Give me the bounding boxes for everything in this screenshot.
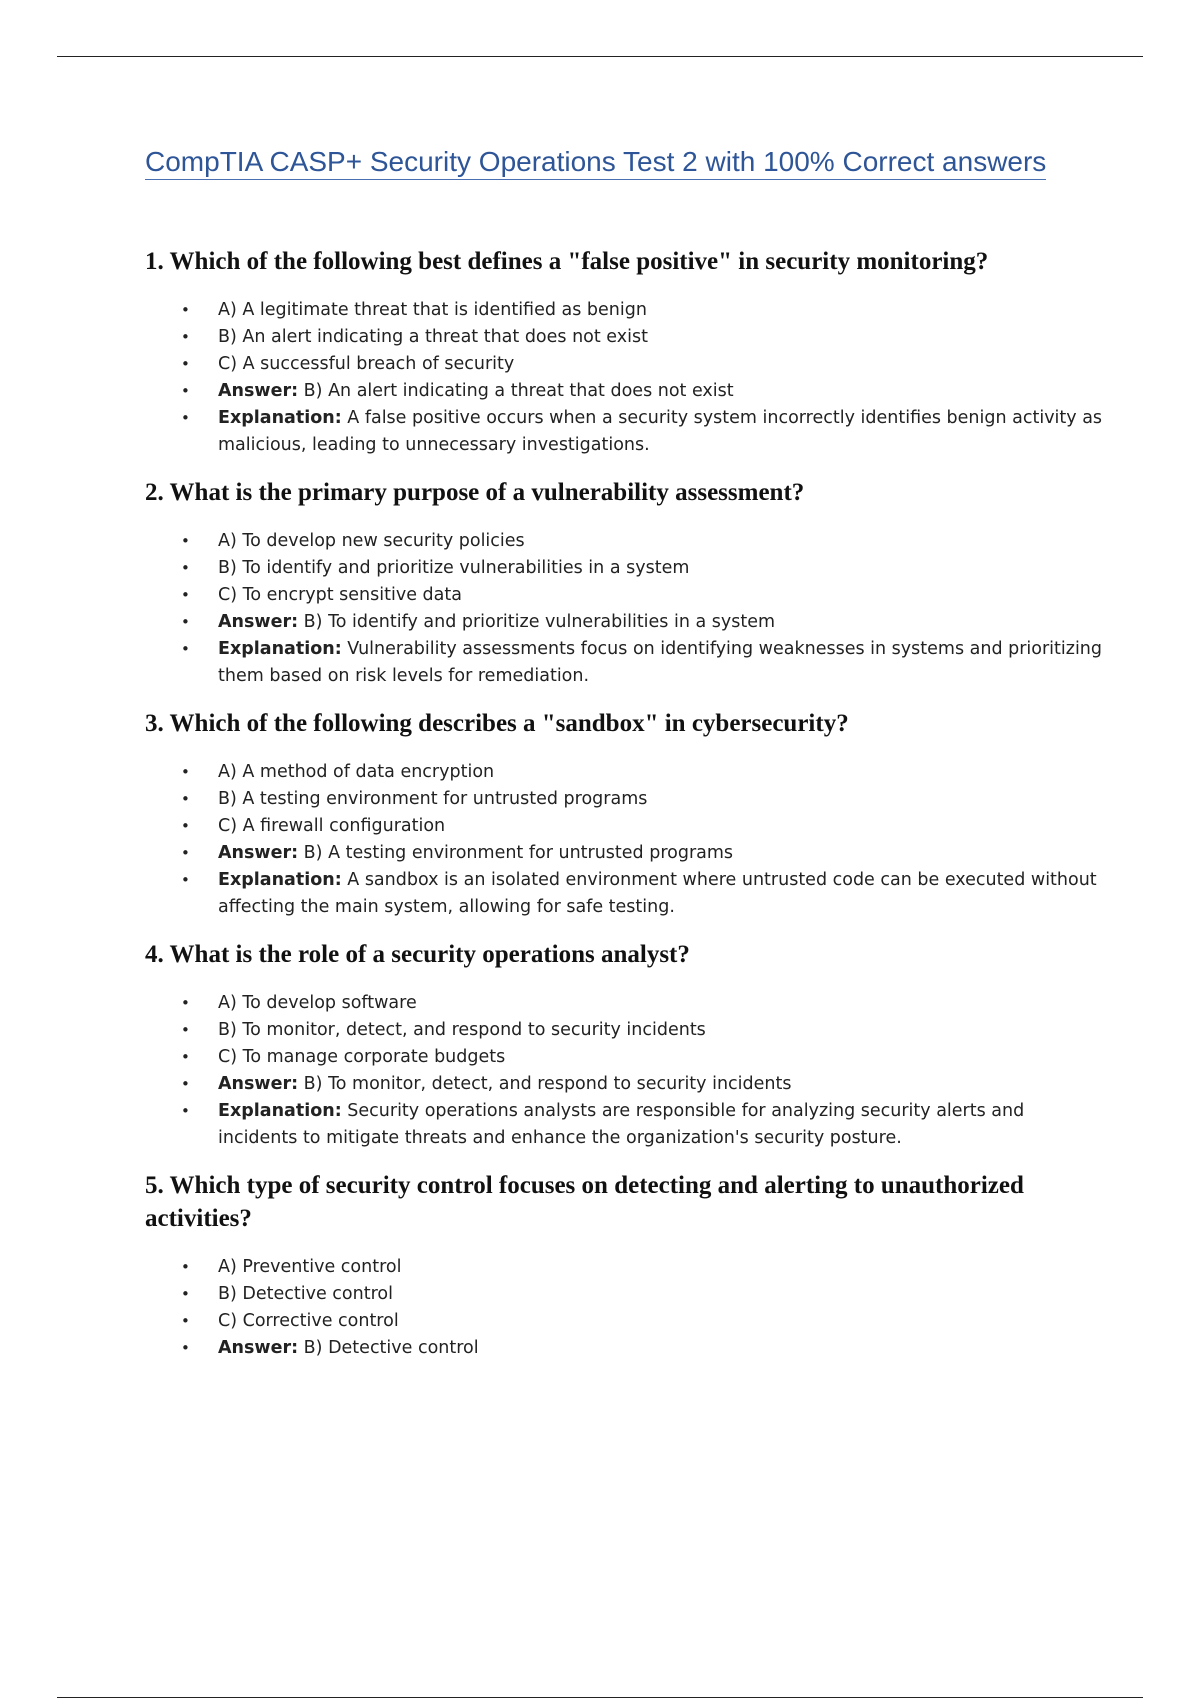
option-list	[145, 990, 1105, 1152]
answer-label: Answer:	[218, 612, 299, 632]
option-c: • C) To encrypt sensitive data	[145, 582, 1105, 609]
bullet-icon: •	[181, 844, 190, 862]
option-a: • A) A method of data encryption	[145, 759, 1105, 786]
question-3	[145, 707, 1105, 921]
bullet-icon: •	[181, 994, 190, 1012]
question-5	[145, 1169, 1105, 1362]
answer-text: B) A testing environment for untrusted programs	[303, 843, 734, 863]
bullet-icon: •	[181, 382, 190, 400]
answer-label: Answer:	[218, 381, 299, 401]
bullet-icon: •	[181, 409, 190, 427]
explanation-text: A false positive occurs when a security system incorrectly identifies benign activity as malicious, leading to unnecessary investigations.	[218, 408, 1103, 455]
bullet-icon: •	[181, 817, 190, 835]
option-b: • B) To identify and prioritize vulnerabilities in a system	[145, 555, 1105, 582]
answer-label: Answer:	[218, 1074, 299, 1094]
explanation-label: Explanation:	[218, 408, 342, 428]
option-a: • A) To develop software	[145, 990, 1105, 1017]
explanation	[145, 1098, 1105, 1152]
question-title: 3. Which of the following describes a "sandbox" in cybersecurity?	[145, 710, 849, 737]
answer	[145, 378, 1105, 405]
option-list	[145, 297, 1105, 459]
answer-text: B) To monitor, detect, and respond to security incidents	[303, 1074, 792, 1094]
explanation	[145, 405, 1105, 459]
option-b: • B) A testing environment for untrusted programs	[145, 786, 1105, 813]
question-2	[145, 476, 1105, 690]
bullet-icon: •	[181, 559, 190, 577]
explanation-text: Security operations analysts are responsible for analyzing security alerts and incidents to mitigate threats and enhance the organization's security posture.	[218, 1101, 1025, 1148]
bullet-icon: •	[181, 328, 190, 346]
option-list	[145, 1254, 1105, 1362]
answer-text: B) To identify and prioritize vulnerabilities in a system	[303, 612, 776, 632]
answer-label: Answer:	[218, 843, 299, 863]
answer-text: B) An alert indicating a threat that does not exist	[303, 381, 734, 401]
answer	[145, 1335, 1105, 1362]
bullet-icon: •	[181, 871, 190, 889]
bullet-icon: •	[181, 763, 190, 781]
option-b: • B) To monitor, detect, and respond to security incidents	[145, 1017, 1105, 1044]
option-a: • A) A legitimate threat that is identified as benign	[145, 297, 1105, 324]
footer-rule	[57, 1697, 1143, 1698]
bullet-icon: •	[181, 1312, 190, 1330]
question-1	[145, 245, 1105, 459]
explanation-text: Vulnerability assessments focus on identifying weaknesses in systems and prioritizing them based on risk levels for remediation.	[218, 639, 1103, 686]
option-b: • B) An alert indicating a threat that does not exist	[145, 324, 1105, 351]
option-list	[145, 759, 1105, 921]
explanation	[145, 636, 1105, 690]
bullet-icon: •	[181, 301, 190, 319]
bullet-icon: •	[181, 355, 190, 373]
question-4	[145, 938, 1105, 1152]
answer	[145, 1071, 1105, 1098]
answer	[145, 609, 1105, 636]
bullet-icon: •	[181, 1339, 190, 1357]
bullet-icon: •	[181, 1102, 190, 1120]
bullet-icon: •	[181, 1258, 190, 1276]
explanation-label: Explanation:	[218, 639, 342, 659]
option-b: • B) Detective control	[145, 1281, 1105, 1308]
question-title: 4. What is the role of a security operations analyst?	[145, 941, 690, 968]
option-a: • A) To develop new security policies	[145, 528, 1105, 555]
explanation-text: A sandbox is an isolated environment where untrusted code can be executed without affecting the main system, allowing for safe testing.	[218, 870, 1097, 917]
option-a: • A) Preventive control	[145, 1254, 1105, 1281]
bullet-icon: •	[181, 613, 190, 631]
explanation-label: Explanation:	[218, 870, 342, 890]
question-list	[145, 245, 1105, 1379]
bullet-icon: •	[181, 1075, 190, 1093]
question-title: 5. Which type of security control focuses on detecting and alerting to unauthorized activities?	[145, 1172, 1024, 1232]
question-title: 1. Which of the following best defines a "false positive" in security monitoring?	[145, 248, 989, 275]
bullet-icon: •	[181, 1021, 190, 1039]
option-c: • C) A firewall configuration	[145, 813, 1105, 840]
bullet-icon: •	[181, 586, 190, 604]
bullet-icon: •	[181, 532, 190, 550]
explanation	[145, 867, 1105, 921]
bullet-icon: •	[181, 790, 190, 808]
answer-text: B) Detective control	[303, 1338, 479, 1358]
document-title: CompTIA CASP+ Security Operations Test 2 with 100% Correct answers	[145, 146, 1046, 180]
question-title: 2. What is the primary purpose of a vulnerability assessment?	[145, 479, 805, 506]
answer	[145, 840, 1105, 867]
answer-label: Answer:	[218, 1338, 299, 1358]
option-c: • C) A successful breach of security	[145, 351, 1105, 378]
bullet-icon: •	[181, 1048, 190, 1066]
option-c: • C) Corrective control	[145, 1308, 1105, 1335]
header-rule	[57, 56, 1143, 57]
explanation-label: Explanation:	[218, 1101, 342, 1121]
bullet-icon: •	[181, 640, 190, 658]
bullet-icon: •	[181, 1285, 190, 1303]
option-list	[145, 528, 1105, 690]
option-c: • C) To manage corporate budgets	[145, 1044, 1105, 1071]
